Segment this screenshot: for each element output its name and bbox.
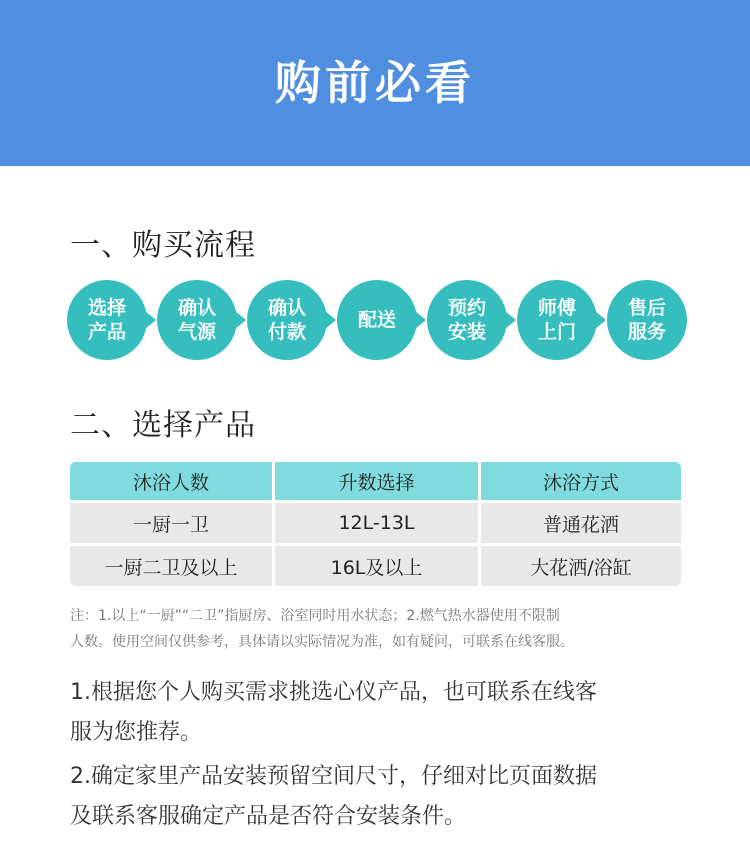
product-selection-table — [70, 462, 681, 586]
paragraph-line: 2.确定家里产品安装预留空间尺寸，仔细对比页面数据 — [70, 764, 597, 789]
flow-step-book-installation — [427, 280, 507, 360]
flow-step-circle — [67, 280, 147, 360]
instruction-paragraph-1 — [70, 673, 690, 753]
flow-step-circle — [517, 280, 597, 360]
flow-step-label: 产品 — [87, 321, 126, 343]
table-header-row — [70, 462, 681, 500]
purchase-flow — [67, 280, 687, 360]
paragraph-line: 及联系客服确定产品是否符合安装条件。 — [70, 804, 467, 829]
table-header-cell: 沐浴人数 — [70, 462, 272, 500]
table-row — [70, 546, 681, 586]
table-cell: 大花洒/浴缸 — [481, 546, 681, 586]
flow-step-label: 配送 — [357, 309, 396, 331]
table-cell: 12L-13L — [275, 503, 478, 543]
table-footnote — [70, 603, 690, 655]
flow-step-label: 预约 — [447, 297, 486, 319]
flow-step-delivery — [337, 280, 417, 360]
table-cell: 普通花洒 — [481, 503, 681, 543]
flow-step-circle — [247, 280, 327, 360]
flow-step-select-product — [67, 280, 147, 360]
flow-step-label: 付款 — [267, 321, 306, 343]
table-cell: 16L及以上 — [275, 546, 478, 586]
table-header-cell: 升数选择 — [275, 462, 478, 500]
flow-step-label: 售后 — [627, 297, 666, 319]
flow-step-confirm-gas — [157, 280, 237, 360]
table-row — [70, 503, 681, 543]
flow-step-circle — [337, 280, 417, 360]
section-title-purchase-process: 一、购买流程 — [70, 228, 256, 263]
flow-step-label: 确认 — [267, 297, 306, 319]
section-title-choose-product: 二、选择产品 — [70, 408, 256, 443]
instruction-paragraph-2 — [70, 757, 690, 837]
paragraph-line: 1.根据您个人购买需求挑选心仪产品，也可联系在线客 — [70, 680, 597, 705]
paragraph-line: 服为您推荐。 — [70, 720, 203, 745]
table-cell: 一厨二卫及以上 — [70, 546, 272, 586]
page-title: 购前必看 — [275, 56, 475, 110]
table-cell: 一厨一卫 — [70, 503, 272, 543]
flow-step-label: 服务 — [627, 321, 666, 343]
flow-step-label: 师傅 — [537, 297, 576, 319]
header-banner — [0, 0, 750, 166]
footnote-line: 注：1.以上“一厨”“二卫”指厨房、浴室同时用水状态；2.燃气热水器使用不限制 — [70, 608, 560, 624]
flow-step-label: 确认 — [177, 297, 216, 319]
flow-step-label: 安装 — [447, 321, 486, 343]
table-header-cell: 沐浴方式 — [481, 462, 681, 500]
flow-step-after-sales — [607, 280, 687, 360]
flow-step-label: 选择 — [87, 297, 126, 319]
flow-step-label: 上门 — [537, 321, 576, 343]
flow-step-technician-visit — [517, 280, 597, 360]
flow-step-label: 气源 — [177, 321, 216, 343]
flow-step-confirm-payment — [247, 280, 327, 360]
flow-step-circle — [607, 280, 687, 360]
footnote-line: 人数。使用空间仅供参考，具体请以实际情况为准，如有疑问，可联系在线客服。 — [70, 634, 574, 650]
flow-step-circle — [157, 280, 237, 360]
flow-step-circle — [427, 280, 507, 360]
